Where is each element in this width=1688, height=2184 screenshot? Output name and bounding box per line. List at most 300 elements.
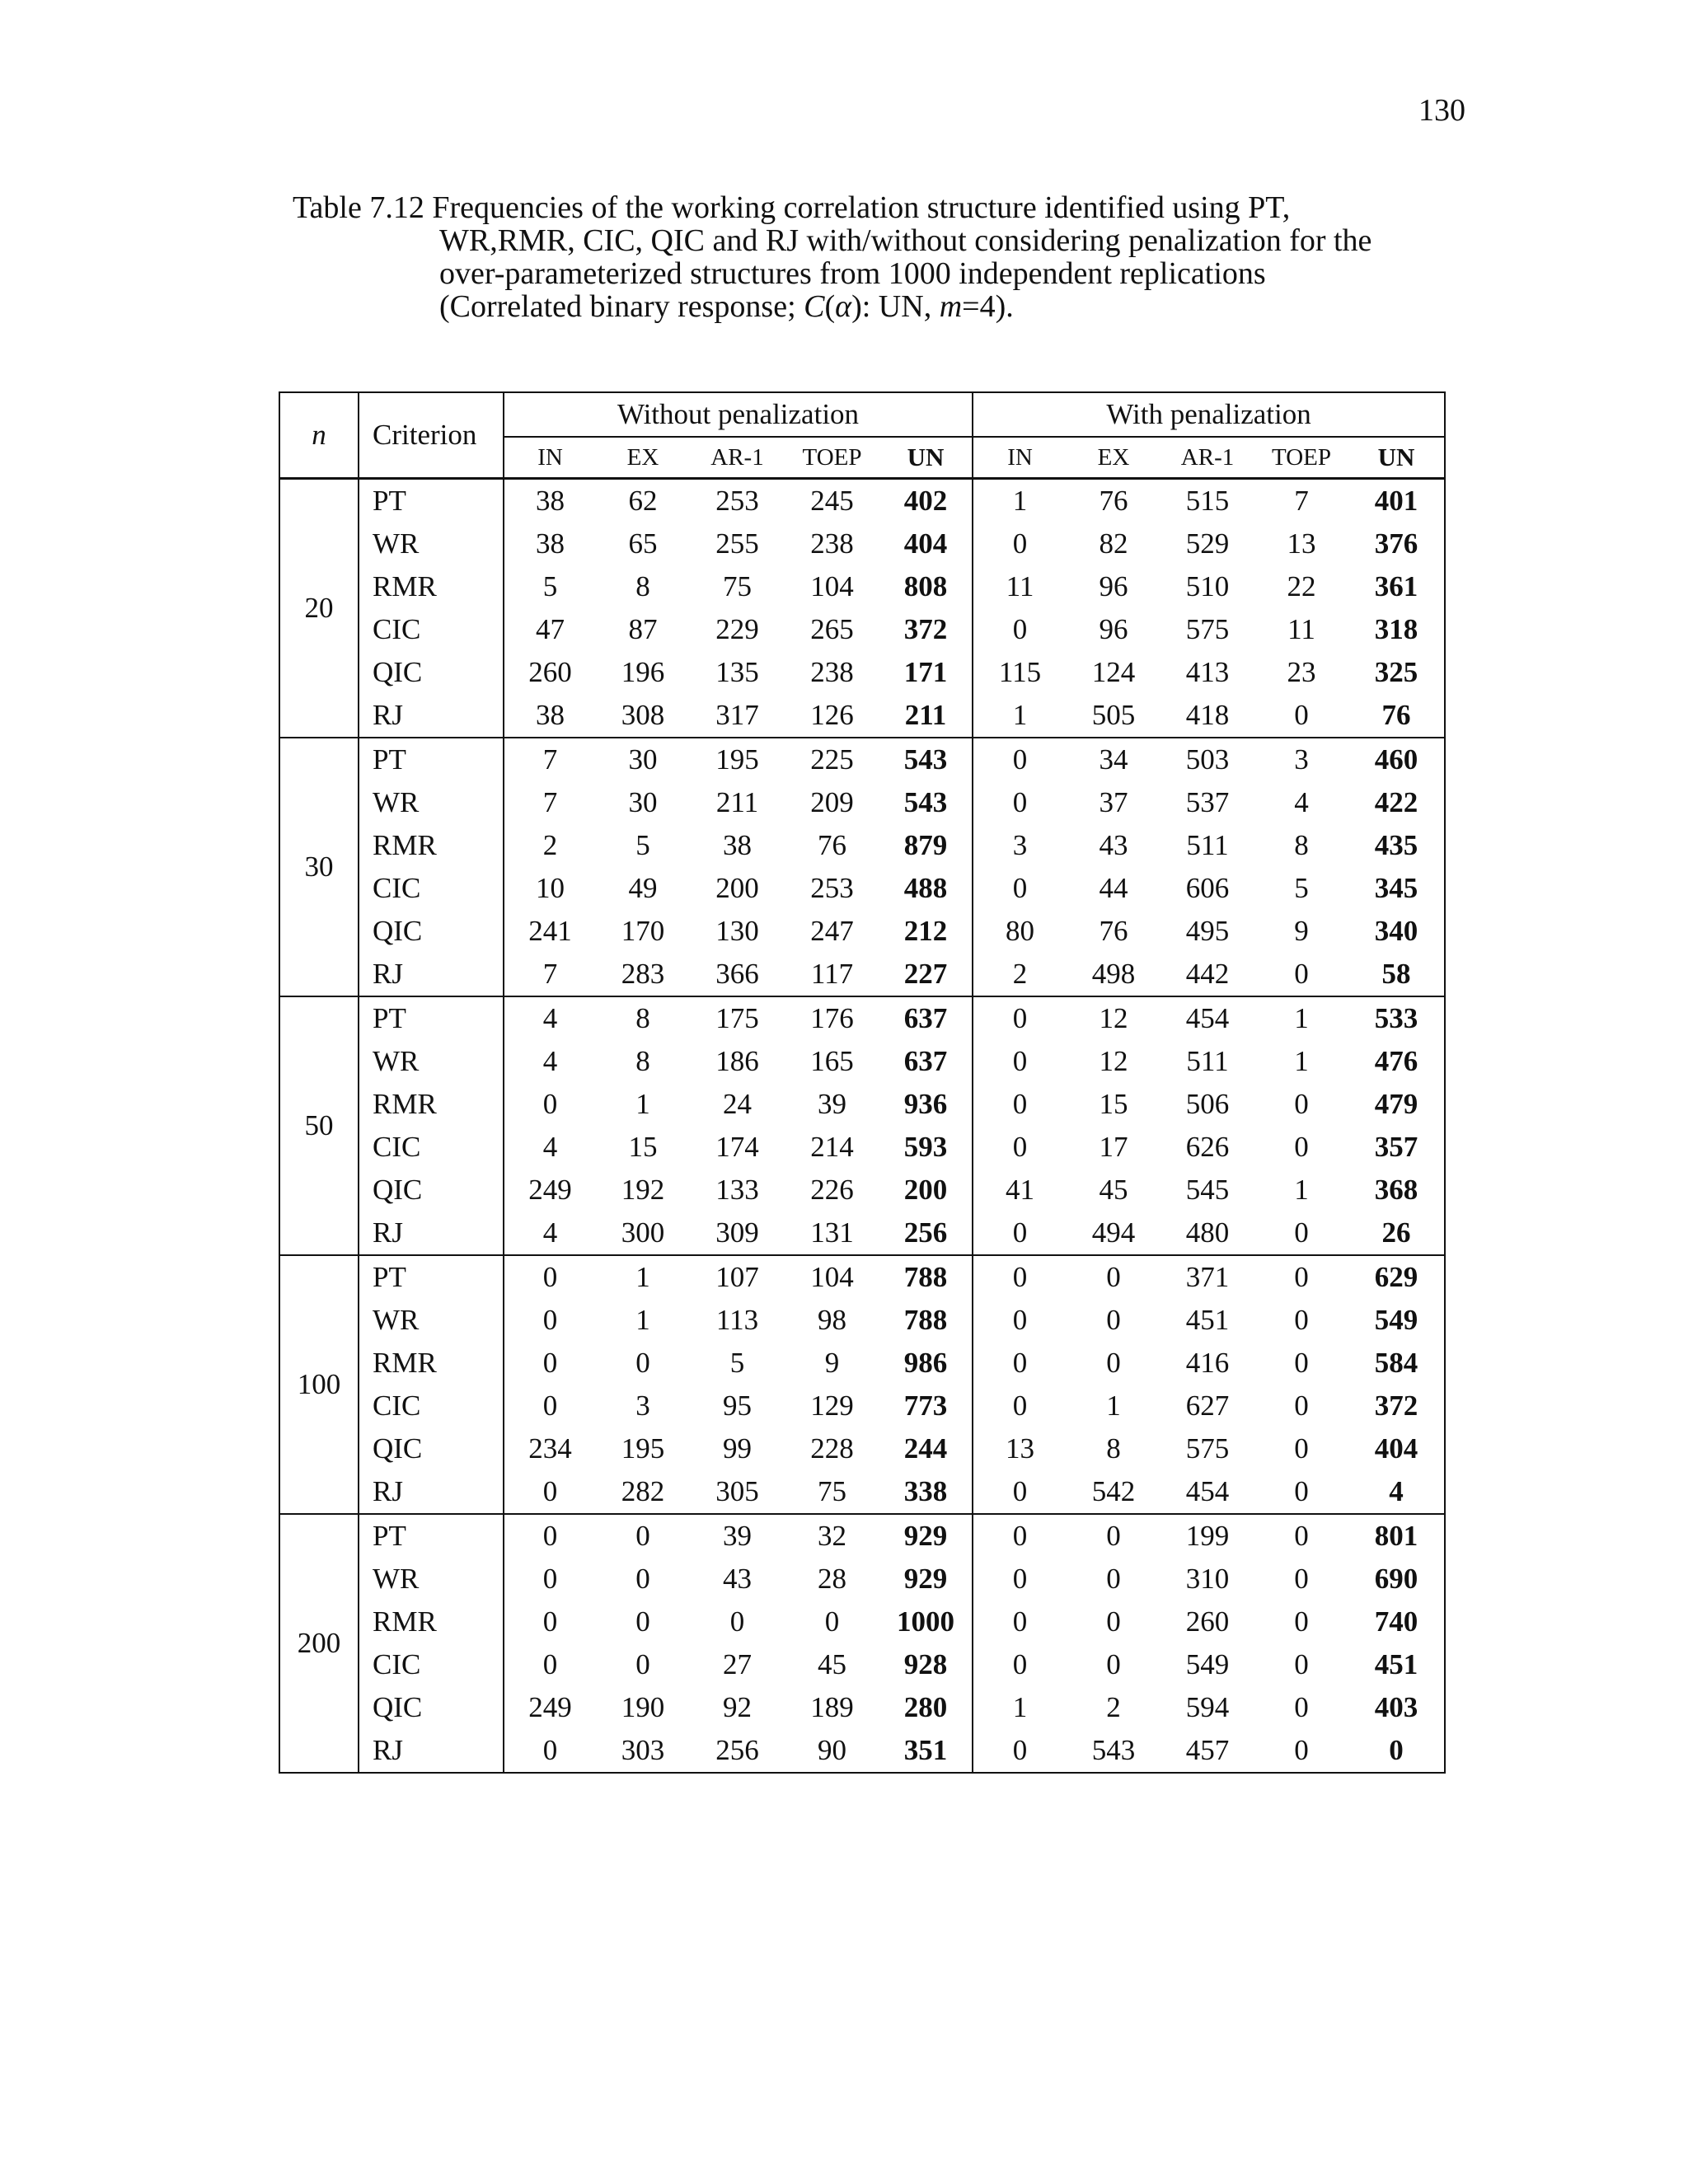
value-cell-with-in: 0 — [1012, 786, 1028, 818]
value-cell-without-ex: 5 — [635, 829, 650, 861]
value-cell-without-un: 928 — [879, 1643, 973, 1686]
value-cell-without-ar-1: 130 — [715, 915, 759, 947]
value-cell-without-ar-1: 255 — [715, 527, 759, 560]
table-row — [279, 1255, 1445, 1299]
value-cell-with-ex: 15 — [1099, 1088, 1128, 1120]
value-cell-without-un: 212 — [879, 910, 973, 953]
value-cell-with-ar-1: 413 — [1185, 656, 1230, 688]
criterion-cell: RJ — [359, 953, 504, 996]
value-cell-with-toep: 9 — [1294, 915, 1309, 947]
value-cell-with-toep: 8 — [1294, 829, 1309, 861]
value-cell-without-ar-1: 0 — [729, 1605, 745, 1638]
value-cell-with-ar-1: 371 — [1185, 1261, 1230, 1293]
value-cell-with-in: 0 — [1012, 1563, 1028, 1595]
value-cell-without-ex: 30 — [628, 786, 658, 818]
criterion-cell: PT — [359, 738, 504, 781]
value-cell-without-un: 929 — [879, 1558, 973, 1601]
value-cell-without-in: 38 — [536, 527, 565, 560]
value-cell-with-un: 76 — [1348, 694, 1445, 738]
value-cell-without-toep: 32 — [818, 1520, 846, 1552]
table-row — [279, 1385, 1445, 1427]
value-cell-without-toep: 98 — [818, 1304, 846, 1336]
criterion-cell: CIC — [359, 1126, 504, 1169]
value-cell-without-ex: 195 — [621, 1432, 665, 1465]
value-cell-without-in: 249 — [528, 1174, 572, 1206]
value-cell-with-un: 401 — [1348, 479, 1445, 523]
value-cell-without-ar-1: 133 — [715, 1174, 759, 1206]
value-cell-with-toep: 1 — [1294, 1002, 1309, 1034]
value-cell-with-un: 460 — [1348, 738, 1445, 781]
n-column-header: n — [279, 392, 359, 479]
value-cell-without-ex: 0 — [635, 1648, 650, 1680]
value-cell-with-toep: 22 — [1287, 570, 1316, 602]
sample-size-cell: 30 — [279, 738, 359, 996]
value-cell-with-in: 0 — [1012, 1088, 1028, 1120]
value-cell-with-ex: 76 — [1099, 915, 1128, 947]
caption-alpha-symbol: α — [835, 289, 852, 324]
value-cell-without-ar-1: 135 — [715, 656, 759, 688]
subheader-with-un: UN — [1348, 437, 1445, 479]
value-cell-with-toep: 0 — [1294, 1691, 1309, 1723]
value-cell-with-toep: 0 — [1254, 1470, 1348, 1514]
value-cell-with-un: 479 — [1348, 1083, 1445, 1126]
value-cell-without-in: 47 — [536, 613, 565, 645]
table-row — [279, 1427, 1445, 1470]
value-cell-with-toep: 0 — [1294, 1432, 1309, 1465]
value-cell-without-ex: 300 — [596, 1212, 690, 1255]
value-cell-without-toep: 129 — [810, 1390, 854, 1422]
value-cell-with-in: 115 — [998, 656, 1042, 688]
value-cell-with-ex: 34 — [1099, 743, 1128, 776]
value-cell-with-in: 41 — [1006, 1174, 1035, 1206]
value-cell-without-in: 4 — [542, 1045, 558, 1077]
value-cell-without-ex: 1 — [635, 1304, 650, 1336]
criterion-cell: RJ — [359, 1470, 504, 1514]
value-cell-without-toep: 238 — [810, 656, 854, 688]
criterion-cell: WR — [359, 523, 504, 565]
value-cell-without-ar-1: 99 — [723, 1432, 752, 1465]
with-penalization-header: With penalization — [973, 392, 1445, 437]
caption-line-4-mid: ): UN, — [851, 289, 940, 324]
value-cell-with-ex: 542 — [1067, 1470, 1160, 1514]
value-cell-without-toep: 214 — [810, 1131, 854, 1163]
value-cell-without-un: 593 — [879, 1126, 973, 1169]
value-cell-without-ex: 1 — [635, 1261, 650, 1293]
value-cell-without-un: 404 — [879, 523, 973, 565]
criterion-cell: WR — [359, 1558, 504, 1601]
value-cell-with-in: 0 — [1012, 1520, 1028, 1552]
table-row — [279, 523, 1445, 565]
value-cell-with-un: 368 — [1348, 1169, 1445, 1212]
value-cell-without-un: 244 — [879, 1427, 973, 1470]
value-cell-without-toep: 253 — [810, 872, 854, 904]
value-cell-without-in: 0 — [542, 1648, 558, 1680]
value-cell-without-in: 2 — [542, 829, 558, 861]
value-cell-without-ex: 190 — [621, 1691, 665, 1723]
caption-line-4-suffix: =4). — [962, 289, 1014, 324]
value-cell-without-ex: 308 — [596, 694, 690, 738]
criterion-cell: WR — [359, 1299, 504, 1342]
value-cell-without-ar-1: 92 — [723, 1691, 752, 1723]
value-cell-with-in: 0 — [1012, 1390, 1028, 1422]
value-cell-without-un: 402 — [879, 479, 973, 523]
value-cell-with-ex: 96 — [1099, 613, 1128, 645]
table-row — [279, 1040, 1445, 1083]
value-cell-without-ar-1: 24 — [723, 1088, 752, 1120]
value-cell-with-toep: 0 — [1254, 1729, 1348, 1773]
value-cell-without-toep: 0 — [824, 1605, 840, 1638]
table-row — [279, 565, 1445, 608]
value-cell-with-toep: 0 — [1294, 1131, 1309, 1163]
value-cell-with-in: 13 — [1006, 1432, 1035, 1465]
value-cell-without-un: 543 — [879, 781, 973, 824]
subheader-without-ex: EX — [596, 437, 690, 479]
value-cell-with-ar-1: 454 — [1160, 1470, 1254, 1514]
value-cell-without-un: 351 — [879, 1729, 973, 1773]
value-cell-without-in: 0 — [504, 1729, 596, 1773]
value-cell-with-in: 0 — [973, 1729, 1067, 1773]
value-cell-without-ex: 283 — [596, 953, 690, 996]
sample-size-cell: 200 — [279, 1514, 359, 1773]
value-cell-with-ar-1: 606 — [1185, 872, 1230, 904]
value-cell-with-in: 0 — [1012, 527, 1028, 560]
value-cell-without-un: 637 — [879, 996, 973, 1040]
value-cell-with-un: 451 — [1348, 1643, 1445, 1686]
value-cell-with-un: 549 — [1348, 1299, 1445, 1342]
value-cell-with-ar-1: 575 — [1185, 1432, 1230, 1465]
value-cell-with-ex: 0 — [1106, 1648, 1121, 1680]
value-cell-without-in: 0 — [542, 1304, 558, 1336]
subheader-without-ar-1: AR-1 — [690, 437, 785, 479]
table-row — [279, 781, 1445, 824]
frequency-table — [279, 391, 1446, 1774]
value-cell-without-ar-1: 211 — [715, 786, 759, 818]
value-cell-with-ar-1: 199 — [1185, 1520, 1230, 1552]
value-cell-with-in: 0 — [973, 1470, 1067, 1514]
value-cell-without-ex: 65 — [628, 527, 658, 560]
value-cell-with-un: 4 — [1348, 1470, 1445, 1514]
value-cell-with-ar-1: 537 — [1185, 786, 1230, 818]
value-cell-with-toep: 11 — [1287, 613, 1315, 645]
criterion-cell: RMR — [359, 1342, 504, 1385]
criterion-cell: RMR — [359, 1083, 504, 1126]
table-row — [279, 824, 1445, 867]
value-cell-without-ar-1: 253 — [715, 485, 759, 517]
value-cell-with-ar-1: 503 — [1185, 743, 1230, 776]
value-cell-without-ar-1: 113 — [715, 1304, 759, 1336]
criterion-cell: RMR — [359, 565, 504, 608]
value-cell-with-toep: 5 — [1294, 872, 1309, 904]
value-cell-without-toep: 209 — [810, 786, 854, 818]
sample-size-cell: 20 — [279, 479, 359, 738]
criterion-cell: CIC — [359, 867, 504, 910]
value-cell-without-in: 241 — [528, 915, 572, 947]
value-cell-with-un: 58 — [1348, 953, 1445, 996]
value-cell-without-in: 234 — [528, 1432, 572, 1465]
value-cell-without-in: 4 — [504, 1212, 596, 1255]
value-cell-with-in: 3 — [1012, 829, 1028, 861]
criterion-cell: RJ — [359, 694, 504, 738]
table-row — [279, 1514, 1445, 1558]
value-cell-with-ex: 76 — [1099, 485, 1128, 517]
value-cell-without-ar-1: 305 — [690, 1470, 785, 1514]
value-cell-without-in: 7 — [504, 953, 596, 996]
value-cell-without-ex: 49 — [628, 872, 658, 904]
value-cell-with-toep: 1 — [1294, 1045, 1309, 1077]
value-cell-with-ar-1: 545 — [1185, 1174, 1230, 1206]
value-cell-with-un: 584 — [1348, 1342, 1445, 1385]
value-cell-without-toep: 189 — [810, 1691, 854, 1723]
value-cell-without-ar-1: 229 — [715, 613, 759, 645]
value-cell-with-in: 0 — [973, 1212, 1067, 1255]
caption-paren-open: ( — [824, 289, 836, 324]
table-row — [279, 1686, 1445, 1729]
value-cell-without-ar-1: 256 — [690, 1729, 785, 1773]
value-cell-without-ex: 282 — [596, 1470, 690, 1514]
value-cell-without-toep: 131 — [785, 1212, 879, 1255]
value-cell-without-ar-1: 95 — [723, 1390, 752, 1422]
value-cell-without-toep: 247 — [810, 915, 854, 947]
value-cell-with-toep: 0 — [1254, 953, 1348, 996]
value-cell-with-ar-1: 515 — [1185, 485, 1230, 517]
table-caption — [293, 191, 1447, 323]
value-cell-without-un: 227 — [879, 953, 973, 996]
value-cell-with-in: 11 — [1006, 570, 1034, 602]
value-cell-with-ar-1: 511 — [1186, 1045, 1229, 1077]
value-cell-with-ex: 494 — [1067, 1212, 1160, 1255]
subheader-without-un: UN — [879, 437, 973, 479]
value-cell-with-toep: 1 — [1294, 1174, 1309, 1206]
value-cell-without-ar-1: 38 — [723, 829, 752, 861]
value-cell-with-in: 0 — [1012, 1605, 1028, 1638]
table-row — [279, 953, 1445, 996]
table-row — [279, 1601, 1445, 1643]
value-cell-with-ar-1: 511 — [1186, 829, 1229, 861]
value-cell-without-toep: 265 — [810, 613, 854, 645]
value-cell-without-toep: 226 — [810, 1174, 854, 1206]
value-cell-with-un: 435 — [1348, 824, 1445, 867]
table-row — [279, 1643, 1445, 1686]
criterion-cell: RMR — [359, 1601, 504, 1643]
value-cell-without-in: 0 — [542, 1390, 558, 1422]
value-cell-with-un: 325 — [1348, 651, 1445, 694]
caption-line-2: WR,RMR, CIC, QIC and RJ with/without considering penalization for the — [439, 223, 1372, 258]
value-cell-without-un: 936 — [879, 1083, 973, 1126]
criterion-cell: CIC — [359, 1643, 504, 1686]
value-cell-without-toep: 104 — [810, 570, 854, 602]
value-cell-with-un: 476 — [1348, 1040, 1445, 1083]
value-cell-with-ar-1: 510 — [1185, 570, 1230, 602]
value-cell-with-toep: 0 — [1294, 1261, 1309, 1293]
value-cell-with-toep: 0 — [1294, 1648, 1309, 1680]
value-cell-without-un: 773 — [879, 1385, 973, 1427]
criterion-cell: CIC — [359, 1385, 504, 1427]
value-cell-with-un: 318 — [1348, 608, 1445, 651]
value-cell-with-un: 340 — [1348, 910, 1445, 953]
value-cell-without-ex: 170 — [621, 915, 665, 947]
value-cell-with-ex: 12 — [1099, 1045, 1128, 1077]
sample-size-cell: 50 — [279, 996, 359, 1255]
value-cell-without-ar-1: 200 — [715, 872, 759, 904]
value-cell-without-un: 543 — [879, 738, 973, 781]
value-cell-without-ar-1: 39 — [723, 1520, 752, 1552]
value-cell-without-in: 260 — [528, 656, 572, 688]
value-cell-without-toep: 28 — [818, 1563, 846, 1595]
value-cell-with-ar-1: 442 — [1160, 953, 1254, 996]
subheader-with-ex: EX — [1067, 437, 1160, 479]
value-cell-with-toep: 7 — [1294, 485, 1309, 517]
value-cell-with-in: 0 — [1012, 1648, 1028, 1680]
value-cell-without-in: 5 — [542, 570, 558, 602]
value-cell-without-ar-1: 27 — [723, 1648, 752, 1680]
value-cell-with-ex: 498 — [1067, 953, 1160, 996]
value-cell-without-ar-1: 317 — [690, 694, 785, 738]
value-cell-with-ex: 2 — [1106, 1691, 1121, 1723]
subheader-with-in: IN — [973, 437, 1067, 479]
criterion-cell: QIC — [359, 1686, 504, 1729]
value-cell-with-in: 0 — [1012, 743, 1028, 776]
value-cell-with-toep: 13 — [1287, 527, 1316, 560]
value-cell-without-in: 0 — [542, 1605, 558, 1638]
subheader-with-ar-1: AR-1 — [1160, 437, 1254, 479]
value-cell-with-in: 0 — [1012, 1261, 1028, 1293]
value-cell-without-ex: 8 — [635, 1002, 650, 1034]
value-cell-with-ex: 43 — [1099, 829, 1128, 861]
value-cell-without-un: 1000 — [879, 1601, 973, 1643]
value-cell-without-toep: 45 — [818, 1648, 846, 1680]
table-row — [279, 1729, 1445, 1773]
subheader-without-toep: TOEP — [785, 437, 879, 479]
value-cell-without-in: 0 — [542, 1261, 558, 1293]
value-cell-with-ex: 45 — [1099, 1174, 1128, 1206]
value-cell-with-ar-1: 451 — [1185, 1304, 1230, 1336]
value-cell-without-toep: 75 — [785, 1470, 879, 1514]
value-cell-without-ex: 192 — [621, 1174, 665, 1206]
value-cell-without-toep: 9 — [824, 1347, 840, 1379]
value-cell-without-in: 10 — [536, 872, 565, 904]
value-cell-without-in: 4 — [542, 1131, 558, 1163]
criterion-cell: WR — [359, 1040, 504, 1083]
table-row — [279, 738, 1445, 781]
value-cell-without-ar-1: 195 — [715, 743, 759, 776]
value-cell-with-un: 376 — [1348, 523, 1445, 565]
criterion-cell: CIC — [359, 608, 504, 651]
value-cell-with-ar-1: 495 — [1185, 915, 1230, 947]
value-cell-without-un: 372 — [879, 608, 973, 651]
value-cell-without-ex: 196 — [621, 656, 665, 688]
value-cell-with-ex: 1 — [1106, 1390, 1121, 1422]
value-cell-without-in: 38 — [536, 485, 565, 517]
value-cell-without-un: 211 — [879, 694, 973, 738]
value-cell-with-toep: 23 — [1287, 656, 1316, 688]
value-cell-without-ex: 303 — [596, 1729, 690, 1773]
value-cell-with-ex: 505 — [1067, 694, 1160, 738]
value-cell-without-in: 7 — [542, 743, 558, 776]
value-cell-without-ar-1: 107 — [715, 1261, 759, 1293]
value-cell-without-in: 0 — [504, 1470, 596, 1514]
value-cell-without-ex: 0 — [635, 1605, 650, 1638]
value-cell-without-in: 249 — [528, 1691, 572, 1723]
value-cell-with-ex: 17 — [1099, 1131, 1128, 1163]
value-cell-without-toep: 238 — [810, 527, 854, 560]
page-number: 130 — [1418, 93, 1465, 128]
value-cell-with-in: 0 — [1012, 1347, 1028, 1379]
value-cell-with-in: 0 — [1012, 613, 1028, 645]
value-cell-without-ex: 0 — [635, 1563, 650, 1595]
value-cell-without-toep: 165 — [810, 1045, 854, 1077]
value-cell-without-toep: 76 — [818, 829, 846, 861]
table-row — [279, 996, 1445, 1040]
value-cell-with-un: 404 — [1348, 1427, 1445, 1470]
value-cell-with-un: 801 — [1348, 1514, 1445, 1558]
value-cell-without-in: 38 — [504, 694, 596, 738]
value-cell-with-un: 740 — [1348, 1601, 1445, 1643]
value-cell-without-in: 0 — [542, 1347, 558, 1379]
value-cell-with-ar-1: 310 — [1185, 1563, 1230, 1595]
value-cell-with-ex: 0 — [1106, 1347, 1121, 1379]
criterion-cell: QIC — [359, 1169, 504, 1212]
value-cell-with-ar-1: 626 — [1185, 1131, 1230, 1163]
value-cell-with-un: 357 — [1348, 1126, 1445, 1169]
criterion-cell: PT — [359, 1255, 504, 1299]
value-cell-with-toep: 0 — [1294, 1563, 1309, 1595]
value-cell-with-ex: 37 — [1099, 786, 1128, 818]
value-cell-with-toep: 0 — [1294, 1520, 1309, 1552]
value-cell-with-un: 372 — [1348, 1385, 1445, 1427]
value-cell-with-un: 533 — [1348, 996, 1445, 1040]
table-row — [279, 1470, 1445, 1514]
criterion-cell: RJ — [359, 1212, 504, 1255]
value-cell-without-toep: 126 — [785, 694, 879, 738]
value-cell-without-in: 7 — [542, 786, 558, 818]
value-cell-with-ex: 8 — [1106, 1432, 1121, 1465]
value-cell-with-ex: 124 — [1091, 656, 1136, 688]
value-cell-with-ar-1: 480 — [1160, 1212, 1254, 1255]
value-cell-with-ex: 44 — [1099, 872, 1128, 904]
value-cell-without-toep: 245 — [810, 485, 854, 517]
value-cell-without-ar-1: 366 — [690, 953, 785, 996]
value-cell-without-ex: 1 — [635, 1088, 650, 1120]
caption-line-3: over-parameterized structures from 1000 independent replications — [439, 256, 1266, 291]
value-cell-with-ex: 0 — [1106, 1261, 1121, 1293]
value-cell-without-ex: 8 — [635, 570, 650, 602]
value-cell-with-ex: 96 — [1099, 570, 1128, 602]
value-cell-without-in: 0 — [542, 1520, 558, 1552]
value-cell-with-toep: 4 — [1294, 786, 1309, 818]
value-cell-with-ar-1: 529 — [1185, 527, 1230, 560]
table-row — [279, 651, 1445, 694]
criterion-cell: RJ — [359, 1729, 504, 1773]
value-cell-without-ex: 15 — [628, 1131, 658, 1163]
subheader-with-toep: TOEP — [1254, 437, 1348, 479]
value-cell-without-un: 256 — [879, 1212, 973, 1255]
value-cell-with-un: 629 — [1348, 1255, 1445, 1299]
value-cell-without-ex: 62 — [628, 485, 658, 517]
value-cell-without-un: 637 — [879, 1040, 973, 1083]
value-cell-with-ex: 82 — [1099, 527, 1128, 560]
value-cell-with-un: 422 — [1348, 781, 1445, 824]
value-cell-with-ar-1: 627 — [1185, 1390, 1230, 1422]
table-body — [279, 479, 1445, 1774]
value-cell-with-un: 361 — [1348, 565, 1445, 608]
value-cell-with-in: 1 — [973, 694, 1067, 738]
value-cell-with-toep: 0 — [1294, 1088, 1309, 1120]
table-row — [279, 1342, 1445, 1385]
table-row — [279, 910, 1445, 953]
value-cell-without-un: 879 — [879, 824, 973, 867]
without-penalization-header: Without penalization — [504, 392, 973, 437]
criterion-column-header: Criterion — [359, 392, 504, 479]
